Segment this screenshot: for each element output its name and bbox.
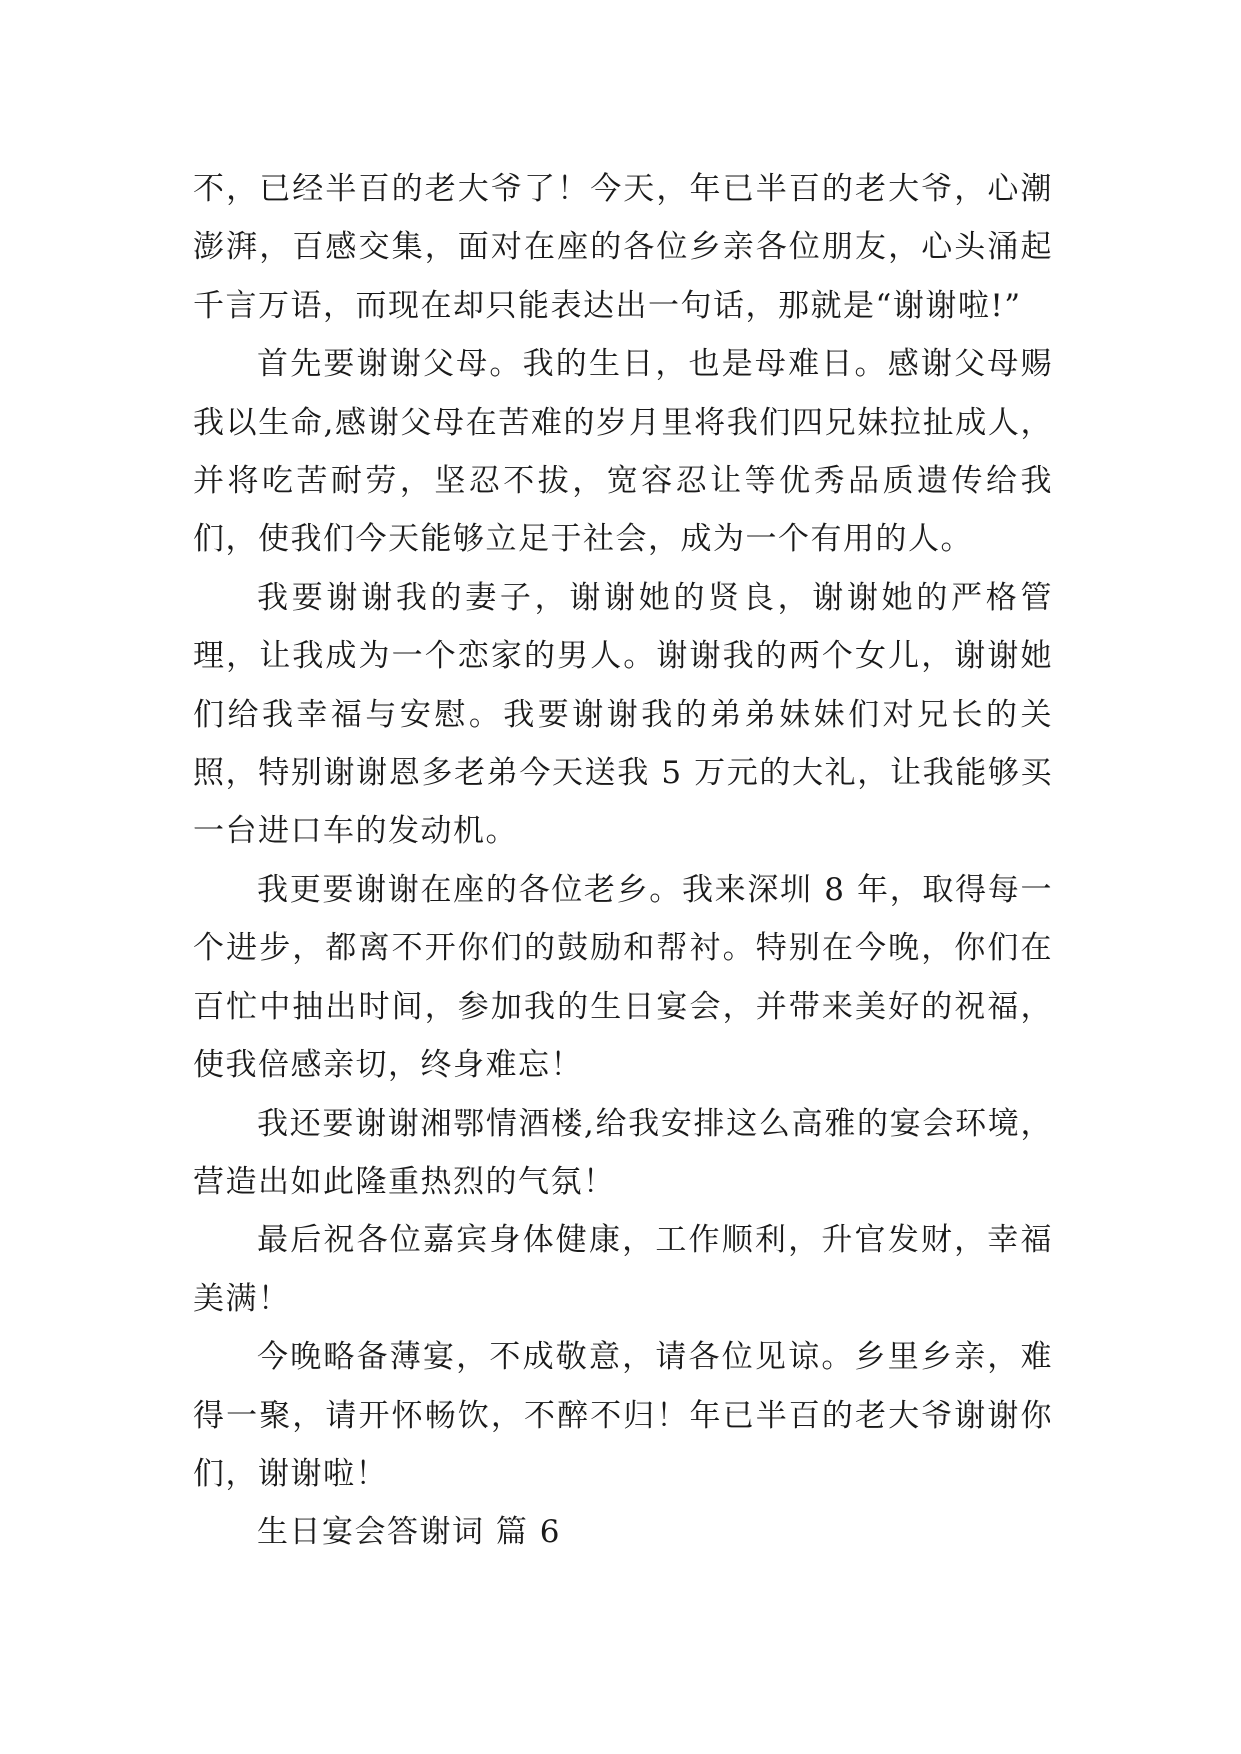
paragraph-thanks-hometown-friends: 我更要谢谢在座的各位老乡。我来深圳 8 年，取得每一个进步，都离不开你们的鼓励和帮衬。特别在今晚，你们在百忙中抽出时间，参加我的生日宴会，并带来美好的祝福，使我倍感亲切，终身难忘！ (193, 871, 1053, 1084)
paragraph-thanks-family: 我要谢谢我的妻子，谢谢她的贤良，谢谢她的严格管理，让我成为一个恋家的男人。谢谢我的两个女儿，谢谢她们给我幸福与安慰。我要谢谢我的弟弟妹妹们对兄长的关照，特别谢谢恩多老弟今天送我 5 万元的大礼，让我能够买一台进口车的发动机。 (193, 579, 1053, 850)
paragraph-thanks-restaurant: 我还要谢谢湘鄂情酒楼,给我安排这么高雅的宴会环境，营造出如此隆重热烈的气氛！ (193, 1105, 1053, 1200)
paragraph-blessings: 最后祝各位嘉宾身体健康，工作顺利，升官发财，幸福美满！ (193, 1222, 1053, 1317)
paragraph-continuation: 不，已经半百的老大爷了！今天，年已半百的老大爷，心潮澎湃，百感交集，面对在座的各位乡亲各位朋友，心头涌起千言万语，而现在却只能表达出一句话，那就是“谢谢啦!” (193, 171, 1053, 324)
section-heading: 生日宴会答谢词 篇 6 (257, 1514, 561, 1551)
paragraph-thanks-parents: 首先要谢谢父母。我的生日，也是母难日。感谢父母赐我以生命,感谢父母在苦难的岁月里将我们四兄妹拉扯成人，并将吃苦耐劳，坚忍不拔，宽容忍让等优秀品质遗传给我们，使我们今天能够立足于社会，成为一个有用的人。 (193, 346, 1053, 558)
document-body (193, 160, 1053, 1562)
paragraph-closing: 今晚略备薄宴，不成敬意，请各位见谅。乡里乡亲，难得一聚，请开怀畅饮，不醉不归！年已半百的老大爷谢谢你们，谢谢啦！ (193, 1339, 1053, 1492)
